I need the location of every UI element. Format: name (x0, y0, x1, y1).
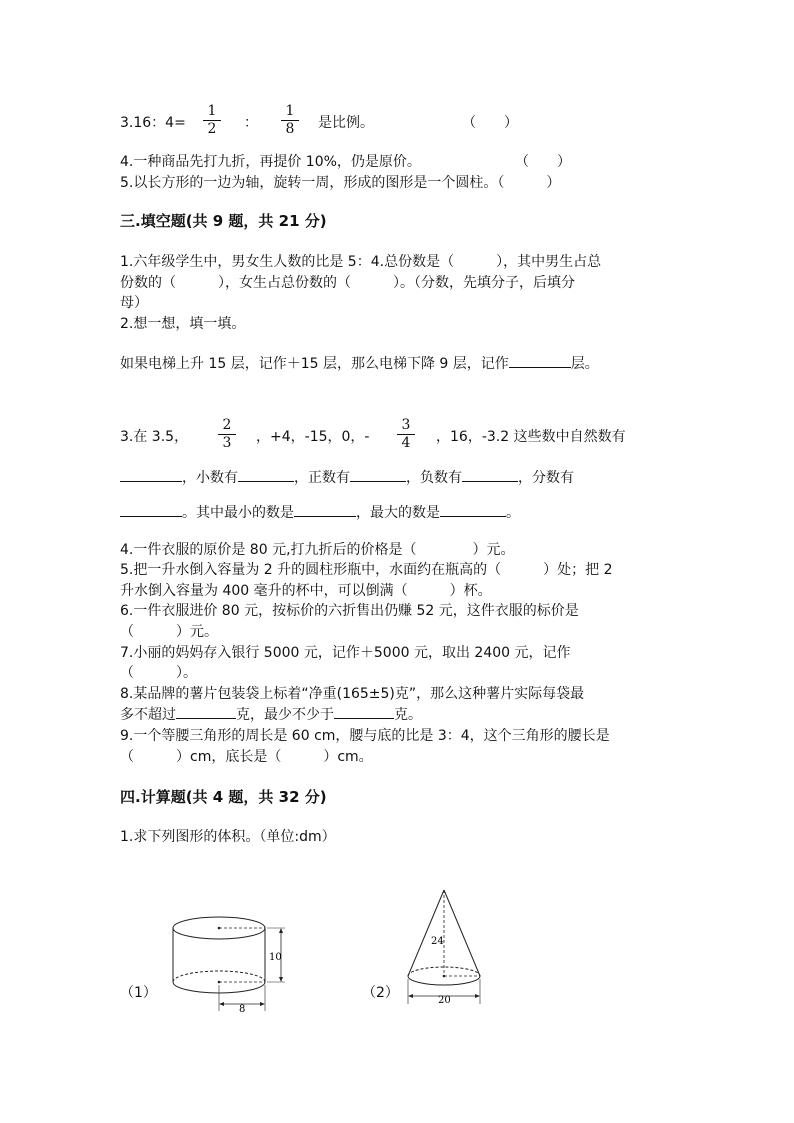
judge-q5-text: 5.以长方形的一边为轴，旋转一周，形成的图形是一个圆柱。（ ） (120, 175, 561, 191)
fill-q3-max-label: ，最大的数是 (356, 505, 440, 521)
fill-q8-line2 (120, 704, 422, 724)
fill-q1-line2: 份数的（ ），女生占总份数的（ ）。（分数，先填分子，后填分 (120, 275, 575, 291)
answer-blank[interactable] (238, 467, 294, 482)
fill-q2-body-text: 如果电梯上升 15 层，记作＋15 层，那么电梯下降 9 层，记作 (120, 356, 509, 372)
fraction-numerator: 1 (281, 103, 299, 121)
fill-q3-fraction-three-quarters (397, 417, 415, 452)
fraction-numerator: 2 (218, 417, 236, 435)
fill-q3-fractions-label: ，分数有 (518, 470, 574, 486)
fill-q3-line2 (120, 467, 574, 487)
fill-q6-line1: 6.一件衣服进价 80 元，按标价的六折售出仍赚 52 元，这件衣服的标价是 (120, 603, 579, 619)
fill-q8-max-label: 多不超过 (120, 707, 176, 723)
answer-blank[interactable] (509, 353, 571, 368)
answer-blank[interactable] (294, 502, 356, 517)
answer-blank[interactable] (440, 502, 506, 517)
judge-q3-colon: ： (244, 115, 258, 131)
fill-q3-part-a: 3.在 3.5， (120, 429, 189, 445)
fill-q1-line1: 1.六年级学生中，男女生人数的比是 5：4.总份数是（ ），其中男生占总 (120, 254, 602, 270)
fraction-denominator: 8 (285, 121, 295, 137)
fill-q8-line1: 8.某品牌的薯片包装袋上标着“净重(165±5)克”，那么这种薯片实际每袋最 (120, 686, 585, 702)
cone-diameter-label: 20 (438, 995, 451, 1006)
fill-q4: 4.一件衣服的原价是 80 元,打九折后的价格是（ ）元。 (120, 542, 515, 558)
judge-q3-answer-paren[interactable]: （ ） (462, 115, 518, 131)
fill-q3-min-label: 。其中最小的数是 (182, 505, 294, 521)
judge-q4-text: 4.一种商品先打九折，再提价 10%，仍是原价。 (120, 154, 421, 170)
cylinder-height-label: 10 (269, 952, 282, 963)
answer-blank[interactable] (120, 502, 182, 517)
answer-blank[interactable] (462, 467, 518, 482)
fill-q9-line1: 9.一个等腰三角形的周长是 60 cm，腰与底的比是 3：4，这个三角形的腰长是 (120, 728, 610, 744)
judge-q3-fraction-eighth (281, 103, 299, 138)
fill-q3-decimals-label: ，小数有 (182, 470, 238, 486)
fraction-numerator: 3 (397, 417, 415, 435)
fill-q7-line2: （ ）。 (120, 665, 197, 681)
fill-q5-line2: 升水倒入容量为 400 毫升的杯中，可以倒满（ ）杯。 (120, 583, 492, 599)
cylinder-figure (165, 905, 295, 1015)
fill-q3-part-b: ，+4，-15，0，- (256, 429, 370, 445)
figure-2-label: （2） (362, 985, 399, 1001)
section-title-calc: 四.计算题(共 4 题，共 32 分) (120, 788, 327, 806)
judge-q3-fraction-half (203, 103, 221, 138)
answer-blank[interactable] (334, 704, 394, 719)
fill-q8-min-label: 克，最少不少于 (236, 707, 334, 723)
fill-q8-unit: 克。 (394, 707, 422, 723)
fill-q3-line3 (120, 502, 520, 522)
fraction-denominator: 4 (401, 435, 411, 451)
fill-q3-end: 。 (506, 505, 520, 521)
fill-q6-line2: （ ）元。 (120, 624, 218, 640)
figure-1-label: （1） (120, 985, 157, 1001)
fill-q2-body (120, 353, 599, 373)
judge-q3-suffix: 是比例。 (318, 115, 374, 131)
answer-blank[interactable] (350, 467, 406, 482)
cone-height-label: 24 (431, 936, 444, 947)
fill-q3-part-c: ，16，-3.2 这些数中自然数有 (436, 429, 626, 445)
fill-q9-line2: （ ）cm，底长是（ ）cm。 (120, 749, 373, 765)
fill-q2-body-unit: 层。 (570, 356, 599, 372)
cylinder-diameter-label: 8 (239, 1004, 246, 1015)
answer-blank[interactable] (120, 467, 182, 482)
fill-q3-negatives-label: ，负数有 (406, 470, 462, 486)
fraction-numerator: 1 (203, 103, 221, 121)
fill-q3-fraction-two-thirds (218, 417, 236, 452)
fill-q7-line1: 7.小丽的妈妈存入银行 5000 元，记作＋5000 元，取出 2400 元，记作 (120, 645, 571, 661)
section-title-fill: 三.填空题(共 9 题，共 21 分) (120, 212, 327, 230)
calc-q1: 1.求下列图形的体积。（单位:dm） (120, 829, 336, 845)
answer-blank[interactable] (176, 704, 236, 719)
fill-q5-line1: 5.把一升水倒入容量为 2 升的圆柱形瓶中，水面约在瓶高的（ ）处；把 2 (120, 562, 613, 578)
fill-q3-positives-label: ，正数有 (294, 470, 350, 486)
fill-q1-line3: 母） (120, 295, 148, 311)
judge-q3-prefix: 3.16：4= (120, 115, 186, 131)
cone-figure (400, 882, 490, 1007)
fraction-denominator: 2 (207, 121, 217, 137)
judge-q4-answer-paren[interactable]: （ ） (515, 154, 571, 170)
fraction-denominator: 3 (222, 435, 232, 451)
fill-q2-head: 2.想一想，填一填。 (120, 316, 246, 332)
